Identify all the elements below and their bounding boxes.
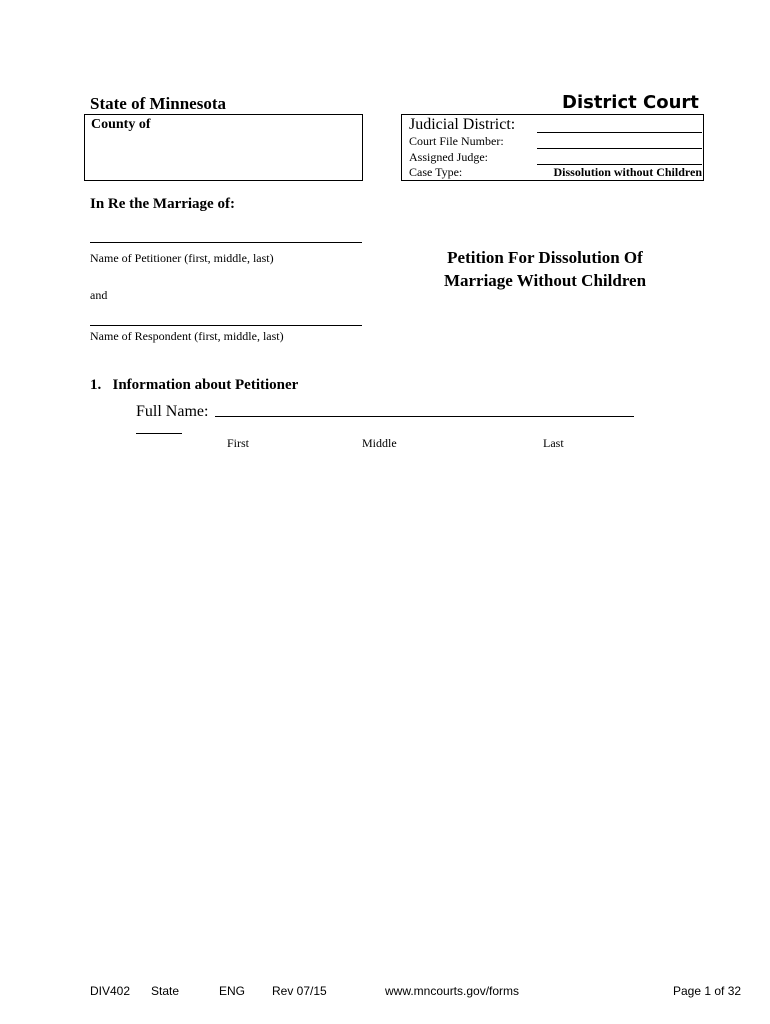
petitioner-name-field[interactable] [90,242,362,243]
document-title [420,246,670,292]
footer-url[interactable]: www.mncourts.gov/forms [385,984,520,998]
respondent-name-label: Name of Respondent (first, middle, last) [90,329,284,343]
footer-page-number: Page 1 of 32 [673,984,742,998]
court-file-number-label: Court File Number: [409,134,504,148]
title-line-1: Petition For Dissolution Of [447,248,643,267]
county-box [84,114,363,181]
section-1-heading: 1. Information about Petitioner [90,377,299,393]
petitioner-name-label: Name of Petitioner (first, middle, last) [90,251,274,265]
footer-language: ENG [219,984,246,998]
judicial-district-field[interactable] [537,132,702,133]
full-name-field-continuation[interactable] [136,433,182,434]
first-name-caption: First [227,436,250,450]
assigned-judge-label: Assigned Judge: [409,150,488,164]
in-re-heading: In Re the Marriage of: [90,196,235,212]
court-file-number-field[interactable] [537,148,702,149]
middle-name-caption: Middle [362,436,397,450]
footer-revision: Rev 07/15 [272,984,327,998]
court-title: District Court [562,92,699,113]
case-type-value: Dissolution without Children [553,165,702,179]
last-name-caption: Last [543,436,564,450]
county-label: County of [91,117,151,132]
and-text: and [90,288,108,302]
footer-form-id: DIV402 [90,984,131,998]
respondent-name-field[interactable] [90,325,362,326]
judicial-district-label: Judicial District: [409,116,516,133]
case-info-box [401,114,704,181]
full-name-field[interactable] [215,416,634,417]
footer-jurisdiction: State [151,984,180,998]
state-title: State of Minnesota [90,94,226,113]
case-type-label: Case Type: [409,165,463,179]
full-name-label: Full Name: [136,403,209,420]
title-line-2: Marriage Without Children [443,271,647,290]
